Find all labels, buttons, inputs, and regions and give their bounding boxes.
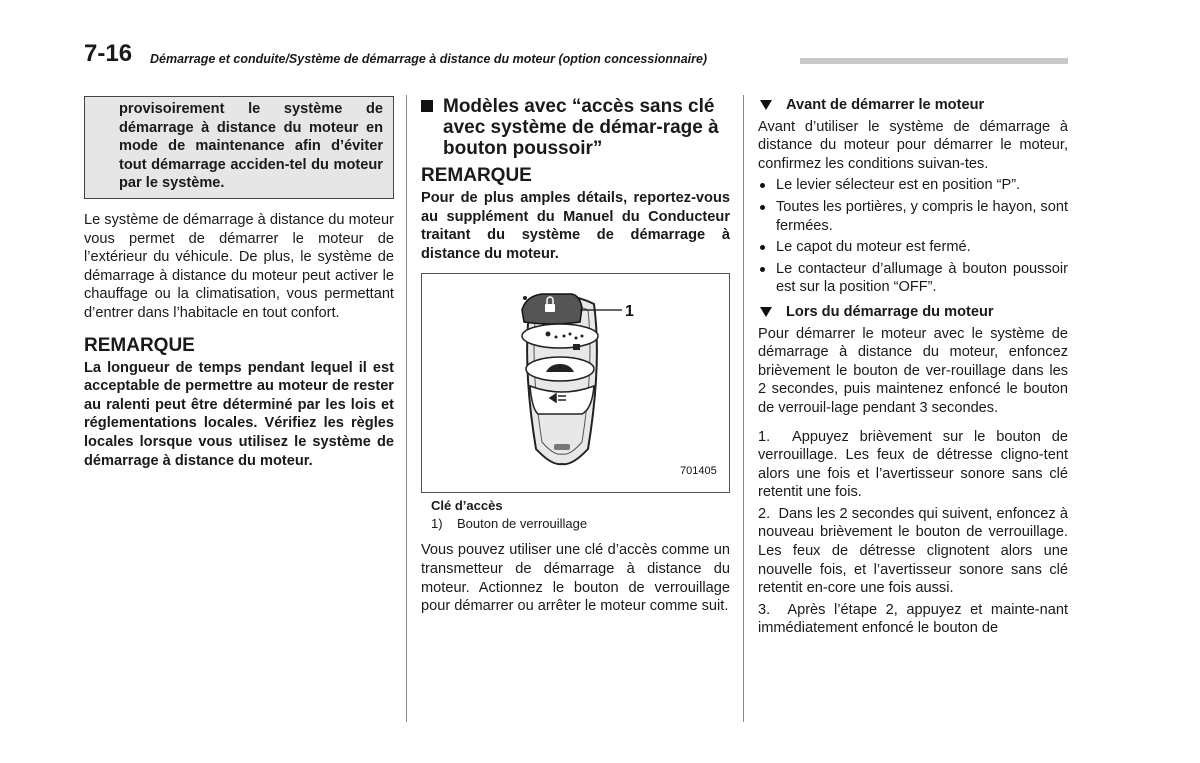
subheading-during-start (758, 303, 1068, 322)
subheading-before-start (758, 96, 1068, 115)
bullet-dot-icon (760, 205, 765, 210)
header-rule (800, 58, 1068, 64)
bullet-dot-icon (760, 183, 765, 188)
caption-item: 1) Bouton de verrouillage (431, 516, 588, 532)
bullet-dot-icon (760, 245, 765, 250)
subheading-text: Lors du démarrage du moteur (786, 303, 994, 320)
callout-1: 1 (625, 303, 634, 321)
triangle-bullet-icon (760, 100, 772, 110)
step-item: 3. Après l’étape 2, appuyez et mainte-nant immédiatement enfoncé le bouton de (758, 601, 1068, 637)
page-header (84, 38, 1068, 68)
step-item: 1. Appuyez brièvement sur le bouton de verrouillage. Les feux de détresse cligno-tent alors une fois et l’avertisseur sonore sans clé retentit une fois. (758, 428, 1068, 501)
caption-title: Clé d’accès (431, 498, 503, 514)
access-key-illustration (422, 274, 731, 492)
paragraph: Vous pouvez utiliser une clé d’accès comme un transmetteur de démarrage à distance du moteur. Actionnez le bouton de verrouillage pour démarrer ou arrêter le moteur comme suit. (421, 542, 730, 615)
remarque-text: La longueur de temps pendant lequel il est acceptable de permettre au moteur de rester au ralenti peut être déterminé par les lois et réglementations locales. Vérifiez les règles locales lorsque vous utilisez le système de démarrage à distance du moteur. (84, 359, 394, 469)
column-divider (406, 95, 407, 722)
step-item: 2. Dans les 2 secondes qui suivent, enfoncez à nouveau brièvement le bouton de verrouillage. Les feux de détresse clignotent alors une nouvelle fois, et l’avertisseur sonore sans clé retentit en-core une fois aussi. (758, 505, 1068, 597)
figure-code: 701405 (680, 465, 717, 478)
list-item: Le levier sélecteur est en position “P”. (758, 176, 1068, 195)
remarque-text: Pour de plus amples détails, reportez-vous au supplément du Manuel du Conducteur traitant du système de démarrage à distance du moteur. (421, 190, 730, 262)
remarque-heading: REMARQUE (421, 165, 532, 186)
bullet-dot-icon (760, 267, 765, 272)
section-heading-text: Modèles avec “accès sans clé avec système de démar-rage à bouton poussoir” (443, 96, 719, 159)
remarque-heading: REMARQUE (84, 334, 195, 356)
header-title: Démarrage et conduite/Système de démarrage à distance du moteur (option concessionnaire) (150, 52, 708, 66)
list-item: Toutes les portières, y compris le hayon, sont fermées. (758, 198, 1068, 235)
subheading-text: Avant de démarrer le moteur (786, 97, 985, 113)
list-item: Le contacteur d’allumage à bouton poussoir est sur la position “OFF”. (758, 260, 1068, 297)
paragraph: Pour démarrer le moteur avec le système de démarrage à distance du moteur, enfoncez brièvement le bouton de ver-rouillage dans les 2 secondes, puis maintenez enfoncé le bouton de verrouil-lage pendant 3 secondes. (758, 325, 1068, 416)
triangle-bullet-icon (760, 307, 772, 317)
figure-caption (421, 497, 730, 533)
list-item: Le capot du moteur est fermé. (758, 238, 1068, 257)
column-1 (84, 96, 394, 470)
section-heading (421, 96, 730, 159)
figure-access-key (421, 273, 730, 493)
paragraph: Le système de démarrage à distance du moteur vous permet de démarrer le moteur de l’extérieur du véhicule. De plus, le système de démarrage à distance du moteur peut activer le chauffage ou la climatisation, vous permettant d’entrer dans l’habitacle en tout confort. (84, 211, 394, 321)
note-box: provisoirement le système de démarrage à distance du moteur en mode de maintenance afin d’éviter tout démarrage acciden-tel du moteur par le système. (84, 96, 394, 199)
square-bullet-icon (421, 100, 433, 112)
paragraph: Avant d’utiliser le système de démarrage à distance du moteur pour démarrer le moteur, confirmez les conditions suivan-tes. (758, 118, 1068, 172)
column-divider (743, 95, 744, 722)
page-number: 7-16 (84, 40, 133, 67)
column-3 (758, 96, 1068, 638)
column-2 (421, 96, 730, 616)
